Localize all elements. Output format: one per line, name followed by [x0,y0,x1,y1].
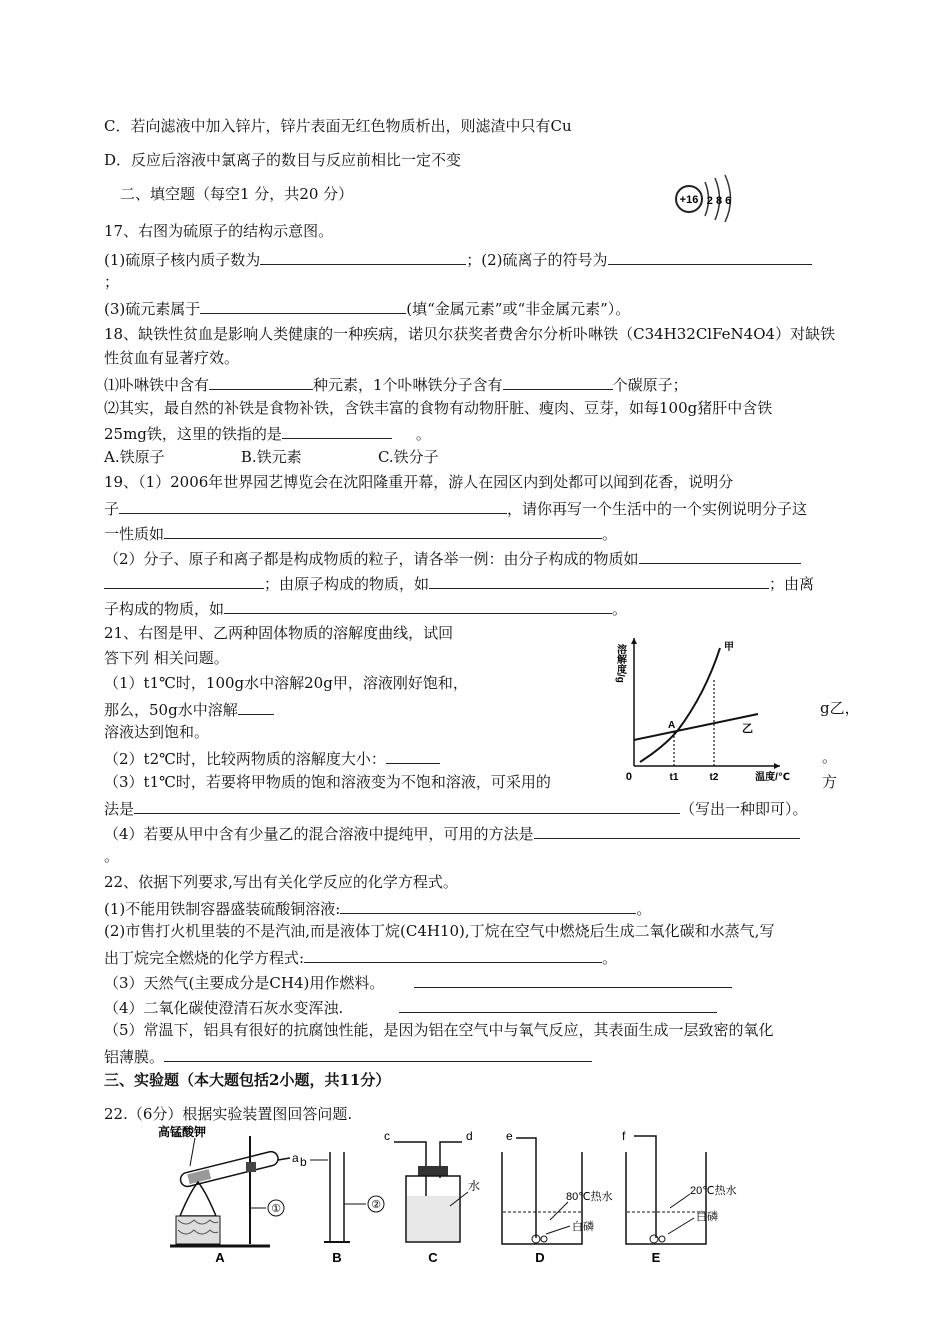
q22-blank-2[interactable] [304,946,602,963]
apparatus-b: B [332,1250,342,1265]
q19-blank-ion[interactable] [224,597,612,614]
q21-line1: 21、右图是甲、乙两种固体物质的溶解度曲线，试回 [104,624,454,642]
q21-line5: 溶液达到饱和。 [104,723,210,741]
label-c: c [384,1129,390,1143]
q18-sub2a: ⑵其实，最自然的补铁是食物补铁，含铁丰富的食物有动物肝脏、瘦肉、豆芽，如每100g猪肝中含铁 [104,399,773,417]
q21-line4: 那么，50g水中溶解 [104,698,274,720]
option-d: D．反应后溶液中氯离子的数目与反应前相比一定不变 [104,151,462,169]
label-hot80: 80℃热水 [566,1191,613,1203]
q22-blank-3[interactable] [414,971,732,988]
q22-blank-4[interactable] [399,996,717,1013]
q19-blank-molecule[interactable] [639,547,801,564]
q22-sub1: (1)不能用铁制容器盛装硫酸铜溶液: 。 [104,897,651,919]
label-d: d [466,1129,473,1143]
q22-blank-5[interactable] [164,1045,592,1062]
x-tick-t1: t1 [669,772,679,783]
q22-stem: 22、依据下列要求,写出有关化学反应的化学方程式。 [104,873,458,891]
q18-line2: 性贫血有显著疗效。 [104,349,240,367]
q19-blank-atom[interactable] [429,572,769,589]
q17-blank-protons[interactable] [260,248,466,265]
q18-blank-iron[interactable] [282,422,392,439]
solubility-chart [610,634,805,784]
apparatus-a: A [215,1250,225,1265]
q22-sub2b: 出丁烷完全燃烧的化学方程式: 。 [104,946,617,968]
q21-line8: 法是 （写出一种即可）。 [104,797,808,819]
q19-blank-property[interactable] [119,497,507,514]
q19-line1: 19、（1）2006年世界园艺博览会在沈阳隆重开幕，游人在园区内到处都可以闻到花香，说明分 [104,473,734,491]
q22-sub5b: 铝薄膜。 [104,1045,592,1067]
label-circle1: ① [271,1203,281,1215]
section-2-heading: 二、填空题（每空1 分，共20 分） [120,185,354,203]
q21-line7-right: 方 [822,773,838,791]
apparatus-c: C [428,1250,438,1265]
q21-line7: （3）t1℃时，若要将甲物质的饱和溶液变为不饱和溶液，可采用的 [104,773,551,791]
q19-line6: 子构成的物质，如 。 [104,597,627,619]
q21-line6: （2）t2℃时，比较两物质的溶解度大小： [104,747,440,769]
q21-line2: 答下列 相关问题。 [104,649,229,667]
q21-line10: 。 [104,847,120,865]
series-jia-label: 甲 [724,642,734,653]
series-yi-line [634,714,758,740]
label-kmno4: 高锰酸钾 [158,1125,207,1139]
q18-blank-carbon[interactable] [503,373,613,390]
q21-line6-right: 。 [822,748,838,766]
q19-line2: 子 ，请你再写一个生活中的一个实例说明分子这 [104,497,807,519]
q22b-stem: 22.（6分）根据实验装置图回答问题. [104,1105,353,1123]
q17-blank-ion[interactable] [608,248,812,265]
q21-line9: （4）若要从甲中含有少量乙的混合溶液中提纯甲，可用的方法是 [104,822,800,844]
section-3-heading: 三、实验题（本大题包括2小题，共11分） [104,1071,391,1089]
y-axis-label: 溶解度/g [614,644,626,683]
x-axis-label: 温度/℃ [755,772,790,783]
q22-sub3: （3）天然气(主要成分是CH4)用作燃料。 [104,971,732,993]
label-e: e [506,1129,513,1143]
q21-blank-mass[interactable] [238,698,274,715]
q18-line1: 18、缺铁性贫血是影响人类健康的一种疾病，诺贝尔获奖者费舍尔分析卟啉铁（C34H32ClFeN4O4）对缺铁 [104,325,836,343]
q21-blank-purify[interactable] [534,822,800,839]
label-f: f [622,1129,626,1143]
label-hot20: 20℃热水 [690,1185,737,1197]
q19-blank-example[interactable] [164,522,602,539]
q19-line4: （2）分子、原子和离子都是构成物质的粒子，请各举一例：由分子构成的物质如 [104,547,801,569]
label-water: 水 [468,1179,481,1193]
sulfur-atom-diagram [672,172,742,222]
apparatus-figure [150,1122,770,1272]
q19-blank-molecule-cont[interactable] [104,572,264,589]
x-tick-t2: t2 [709,772,719,783]
label-b: b [300,1155,307,1169]
q22-sub4: （4）二氧化碳使澄清石灰水变浑浊. [104,996,717,1018]
series-yi-label: 乙 [742,723,753,735]
series-jia-curve [640,648,720,762]
q21-line3: （1）t1℃时，100g水中溶解20g甲，溶液刚好饱和， [104,674,468,692]
label-circle2: ② [371,1199,381,1211]
q22-sub2a: (2)市售打火机里装的不是汽油,而是液体丁烷(C4H10),丁烷在空气中燃烧后生成二氧化碳和水蒸气,写 [104,922,775,940]
q21-blank-method[interactable] [134,797,680,814]
label-a: a [292,1151,299,1165]
apparatus-d: D [535,1250,545,1265]
origin-label: 0 [625,771,632,783]
q19-line3: 一性质如 。 [104,522,617,544]
q17-semicolon: ； [104,273,120,291]
q17-blank-element[interactable] [200,297,406,314]
option-c: C．若向滤液中加入锌片，锌片表面无红色物质析出，则滤渣中只有Cu [104,117,572,135]
q21-blank-compare[interactable] [386,747,440,764]
q17-stem: 17、右图为硫原子的结构示意图。 [104,222,334,240]
q22-sub5a: （5）常温下，铝具有很好的抗腐蚀性能，是因为铝在空气中与氧气反应，其表面生成一层致密的氧化 [104,1021,774,1039]
q17-line3: (3)硫元素属于 (填“金属元素”或“非金属元素”）。 [104,297,630,319]
apparatus-e: E [651,1250,661,1265]
q18-blank-elements[interactable] [209,373,313,390]
q19-line5: ；由原子构成的物质，如 ；由离 [104,572,814,594]
intersection-label: A [668,720,676,731]
label-wp1: 白磷 [572,1221,594,1233]
label-wp2: 白磷 [696,1211,718,1223]
sulfur-nucleus-label: +16 [679,194,699,206]
q18-sub2b: 25mg铁，这里的铁指的是 。 [104,422,431,444]
q18-options: A.铁原子 B.铁元素 C.铁分子 [104,448,439,466]
q21-line4-right: g乙， [820,699,860,717]
q18-sub1: ⑴卟啉铁中含有 种元素，1个卟啉铁分子含有 个碳原子； [104,373,688,395]
sulfur-shells-label: 2 8 6 [706,195,732,207]
q22-blank-1[interactable] [340,897,636,914]
q17-line1: (1)硫原子核内质子数为 ；(2)硫离子的符号为 [104,248,812,270]
